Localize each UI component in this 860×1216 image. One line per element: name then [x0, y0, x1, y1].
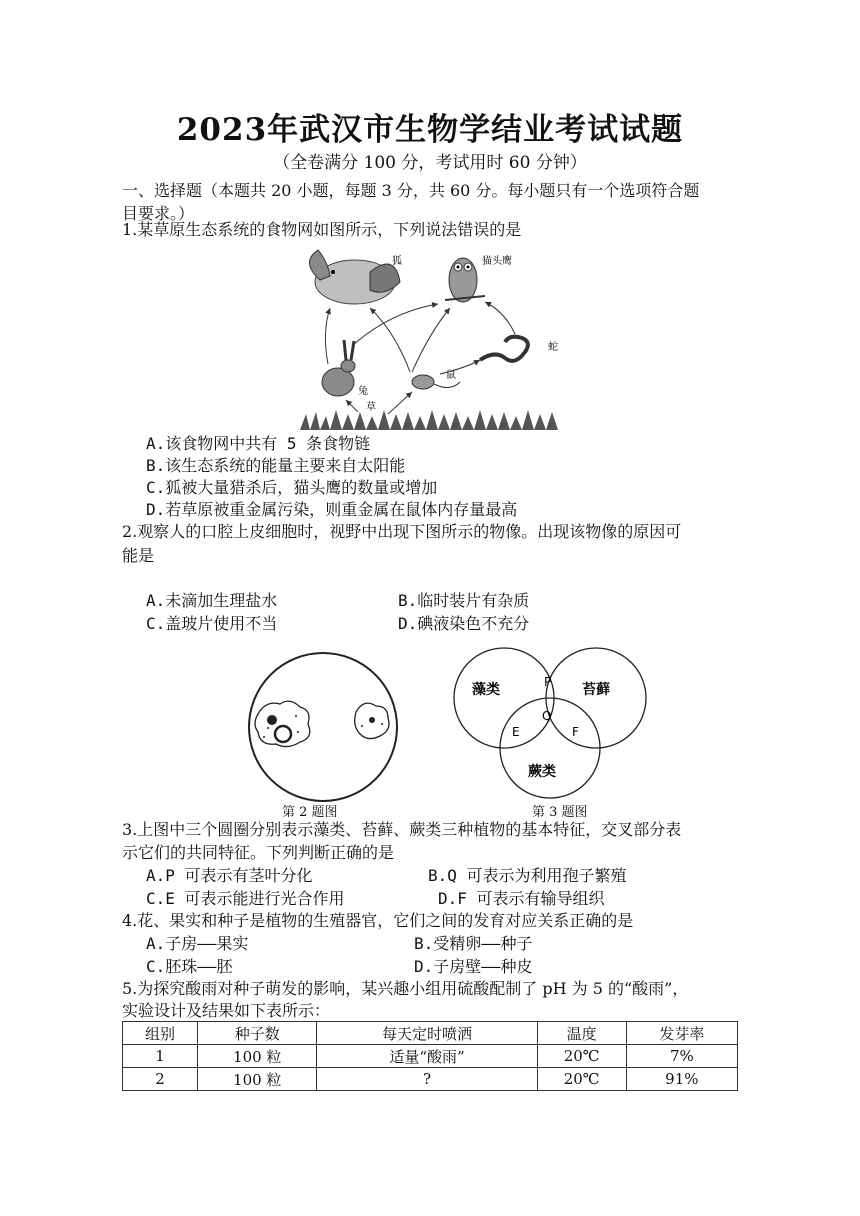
table-row [123, 1068, 738, 1091]
snake-illustration [480, 337, 528, 361]
table-header: 组别 [123, 1022, 198, 1045]
air-bubble [275, 726, 291, 742]
table-header: 每天定时喷洒 [317, 1022, 537, 1045]
q3-option-d: D.F 可表示有输导组织 [438, 889, 605, 908]
table-cell: 100 粒 [198, 1045, 317, 1068]
table-header: 种子数 [198, 1022, 317, 1045]
q2-option-c: C.盖玻片使用不当 [146, 614, 278, 633]
q1-option-b: B.该生态系统的能量主要来自太阳能 [146, 456, 406, 475]
question-5-stem-cont: 实验设计及结果如下表所示： [122, 1001, 331, 1020]
table-cell: 2 [123, 1068, 198, 1091]
table-header-row [123, 1022, 738, 1045]
q3-option-a: A.P 可表示有茎叶分化 [146, 866, 313, 885]
venn-label-fern: 蕨类 [528, 764, 556, 780]
table-cell: ? [317, 1068, 537, 1091]
table-header: 温度 [537, 1022, 626, 1045]
table-cell: 20℃ [537, 1068, 626, 1091]
experiment-table [122, 1021, 738, 1091]
question-3-stem: 3.上图中三个圆圈分别表示藻类、苔藓、蕨类三种植物的基本特征，交叉部分表 [122, 820, 682, 839]
page-title: 2023年武汉市生物学结业考试试题 [176, 112, 684, 148]
venn-label-algae: 藻类 [472, 682, 500, 698]
section-heading-cont: 目要求。） [122, 204, 195, 223]
venn-label-moss: 苔藓 [582, 682, 610, 698]
nucleus [267, 715, 277, 725]
figure-3-caption: 第 3 题图 [532, 805, 588, 820]
table-cell: 100 粒 [198, 1068, 317, 1091]
owl-label: 猫头鹰 [482, 256, 512, 267]
q4-option-c: C.胚珠——胚 [146, 957, 233, 976]
q1-option-c: C.狐被大量猎杀后，猫头鹰的数量或增加 [146, 478, 438, 497]
question-5-stem: 5.为探究酸雨对种子萌发的影响，某兴趣小组用硫酸配制了 pH 为 5 的“酸雨”， [122, 979, 689, 998]
q2-option-b: B.临时装片有杂质 [398, 591, 530, 610]
question-2-stem-cont: 能是 [122, 546, 155, 565]
snake-label: 蛇 [548, 342, 558, 353]
venn-region-e: E [512, 725, 520, 739]
q1-option-d: D.若草原被重金属污染，则重金属在鼠体内存量最高 [146, 500, 518, 519]
venn-region-f: F [572, 725, 579, 739]
q1-option-a: A.该食物网中共有 5 条食物链 [146, 434, 371, 453]
fox-label: 狐 [392, 256, 402, 267]
rabbit-label: 兔 [358, 386, 368, 397]
venn-diagram-figure [450, 640, 650, 810]
venn-region-q: Q [542, 709, 552, 723]
q4-option-a: A.子房——果实 [146, 934, 249, 953]
table-row [123, 1045, 738, 1068]
page-subtitle: （全卷满分 100 分，考试用时 60 分钟） [273, 153, 587, 173]
q4-option-b: B.受精卵——种子 [414, 934, 533, 953]
table-cell: 7% [626, 1045, 737, 1068]
table-cell: 适量“酸雨” [317, 1045, 537, 1068]
table-cell: 1 [123, 1045, 198, 1068]
question-2-stem: 2.观察人的口腔上皮细胞时，视野中出现下图所示的物像。出现该物像的原因可 [122, 522, 682, 541]
question-1-stem: 1.某草原生态系统的食物网如图所示，下列说法错误的是 [122, 220, 522, 239]
fox-illustration [309, 250, 400, 304]
mouse-label: 鼠 [446, 370, 456, 381]
section-heading: 一、选择题（本题共 20 小题，每题 3 分，共 60 分。每小题只有一个选项符合题 [122, 181, 700, 200]
q2-option-a: A.未滴加生理盐水 [146, 591, 278, 610]
microscope-field-figure [238, 652, 408, 802]
grass-label: 草 [366, 402, 376, 413]
q3-option-c: C.E 可表示能进行光合作用 [146, 889, 345, 908]
food-web-figure [300, 242, 560, 432]
table-cell: 20℃ [537, 1045, 626, 1068]
figure-2-caption: 第 2 题图 [282, 805, 338, 820]
venn-region-p: P [544, 675, 552, 689]
owl-illustration [445, 258, 485, 302]
table-cell: 91% [626, 1068, 737, 1091]
q4-option-d: D.子房壁——种皮 [414, 957, 533, 976]
q2-option-d: D.碘液染色不充分 [398, 614, 530, 633]
grass-illustration [300, 410, 558, 430]
table-header: 发芽率 [626, 1022, 737, 1045]
q3-option-b: B.Q 可表示为利用孢子繁殖 [428, 866, 627, 885]
rabbit-illustration [322, 340, 355, 396]
question-3-stem-cont: 示它们的共同特征。下列判断正确的是 [122, 843, 395, 862]
question-4-stem: 4.花、果实和种子是植物的生殖器官，它们之间的发育对应关系正确的是 [122, 911, 634, 930]
